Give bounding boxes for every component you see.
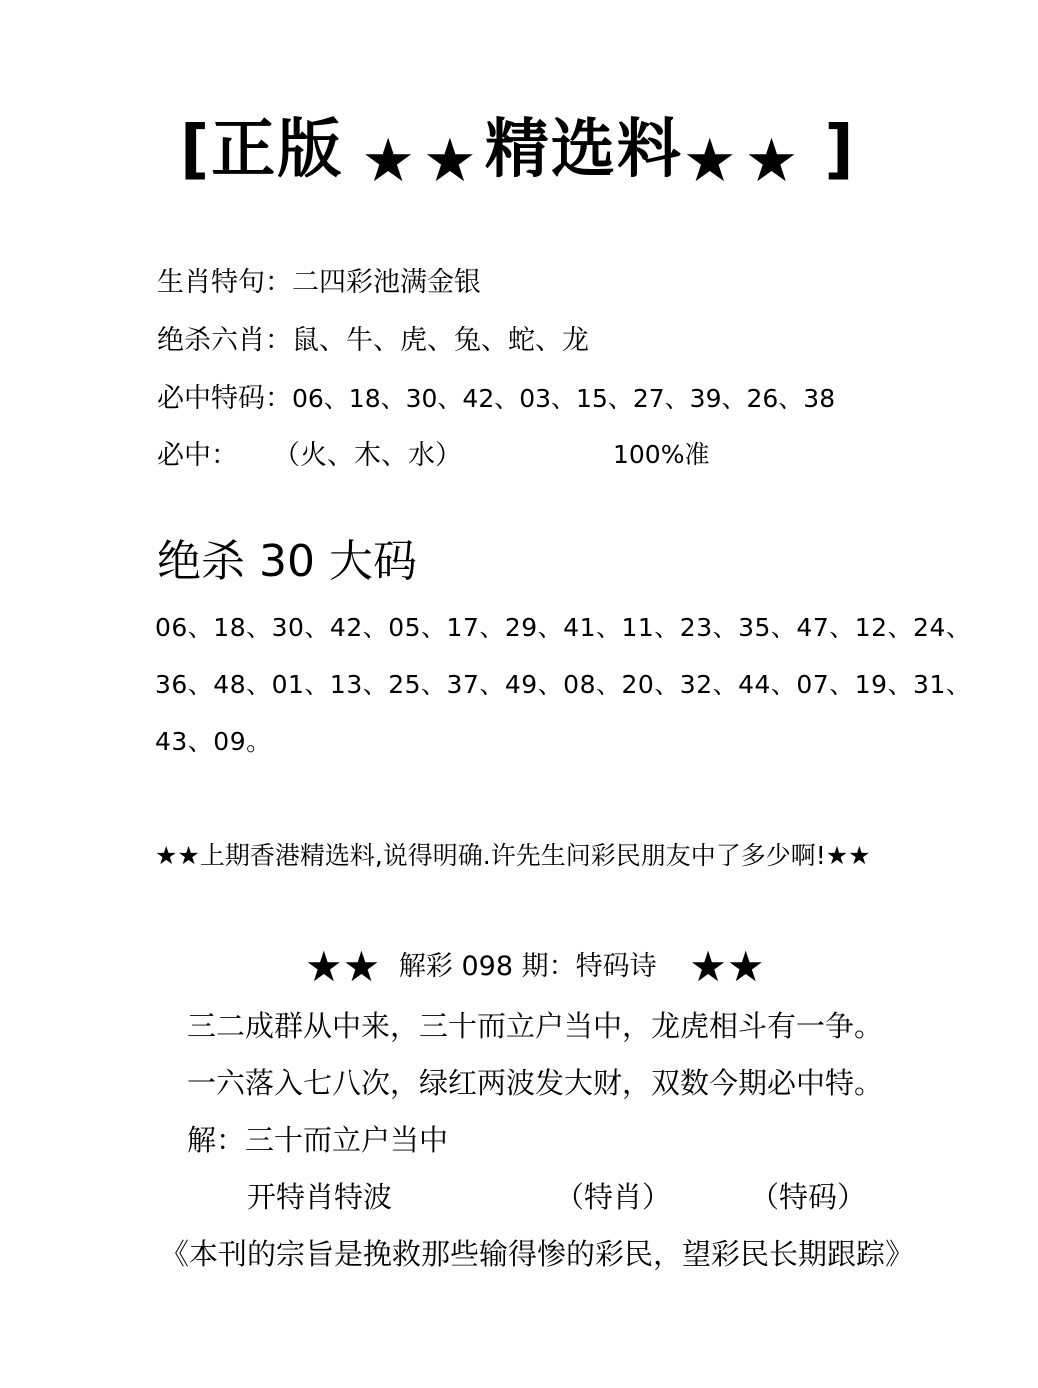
kill30-line-3: 43、09。 (155, 727, 272, 756)
page-title (180, 113, 856, 196)
must-codes-row (157, 385, 835, 412)
zodiac-phrase-value: 二四彩池满金银 (292, 267, 481, 298)
accuracy-text: 100%准 (613, 440, 710, 469)
poem-heading-text: 解彩 098 期：特码诗 (398, 951, 657, 982)
kill-six-label: 绝杀六肖： (157, 325, 292, 356)
title-close-bracket: ] (824, 113, 856, 187)
title-text-a: 正版 (211, 113, 344, 187)
must-codes-label: 必中特码： (157, 383, 292, 414)
title-stars-left: ★★ (361, 126, 485, 196)
poem-heading-stars-right: ★★ (689, 942, 765, 991)
poem-heading-stars-left: ★★ (305, 942, 381, 991)
zodiac-phrase-label: 生肖特句： (157, 267, 292, 298)
must-label: 必中： (157, 440, 238, 471)
must-codes-value: 06、18、30、42、03、15、27、39、26、38 (292, 384, 836, 413)
kill30-heading: 绝杀 30 大码 (157, 536, 417, 587)
poem-line-3: 解：三十而立户当中 (187, 1123, 449, 1157)
footer-motto: 《本刊的宗旨是挽救那些输得惨的彩民，望彩民长期跟踪》 (160, 1237, 915, 1271)
title-stars-right: ★★ (682, 126, 807, 196)
promo-text: ★★上期香港精选料,说得明确.许先生问彩民朋友中了多少啊!★★ (155, 841, 871, 870)
kill30-line-2: 36、48、01、13、25、37、49、08、20、32、44、07、19、31、 (155, 670, 972, 699)
poem-line-4-b: （特肖） (555, 1180, 672, 1214)
poem-line-4-c: （特码） (750, 1180, 867, 1214)
must-value: （火、木、水） (273, 440, 462, 471)
poem-line-4-a: 开特肖特波 (247, 1180, 393, 1214)
kill30-line-1: 06、18、30、42、05、17、29、41、11、23、35、47、12、24、 (155, 613, 972, 642)
poem-line-1: 三二成群从中来，三十而立户当中，龙虎相斗有一争。 (187, 1009, 884, 1043)
poem-heading (305, 942, 765, 991)
zodiac-phrase-row (157, 269, 481, 296)
title-text-b: 精选料 (484, 113, 683, 187)
kill-six-value: 鼠、牛、虎、兔、蛇、龙 (292, 325, 589, 356)
poem-line-2: 一六落入七八次，绿红两波发大财，双数今期必中特。 (187, 1066, 884, 1100)
title-open-bracket: [ (180, 113, 212, 187)
kill-six-row (157, 327, 589, 354)
